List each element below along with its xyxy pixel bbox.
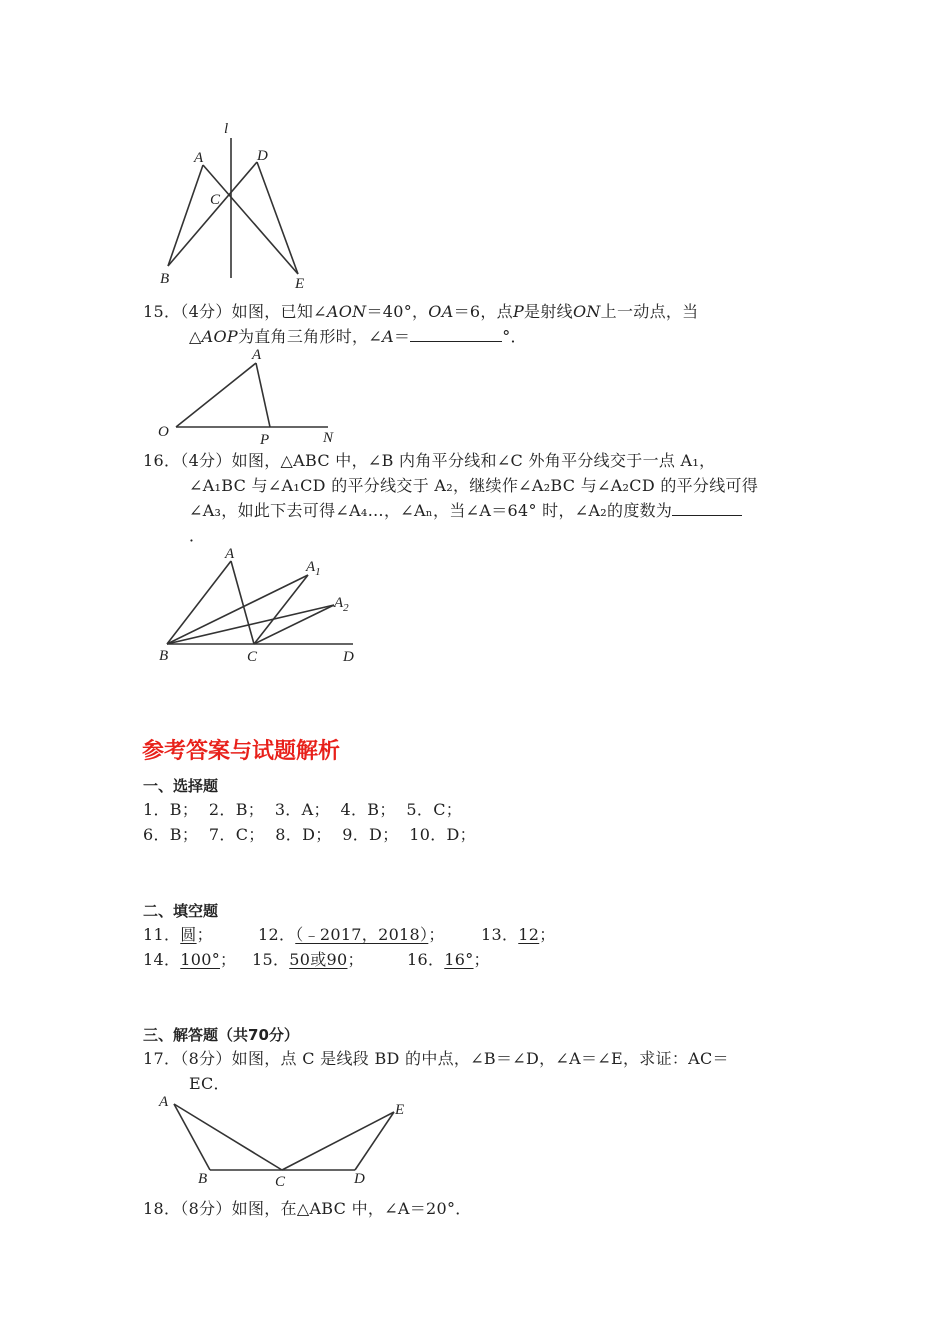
choice-row-1: 1．B； 2．B； 3．A； 4．B； 5．C；: [143, 800, 463, 819]
label-D: D: [343, 649, 354, 665]
fill-row-1: 11．圆；: [143, 925, 213, 944]
label-A2: $A_2$: [334, 595, 349, 614]
q16-number: 16．: [143, 451, 181, 470]
segment-CA2: [254, 605, 334, 644]
label-P: P: [260, 432, 270, 448]
label-C: C: [210, 192, 221, 208]
q16-line3: ∠A₃，如此下去可得∠A₄…，∠Aₙ，当∠A＝64° 时，∠A₂的度数为: [189, 501, 742, 521]
segment-AC: [174, 1104, 282, 1170]
fill-row-1b: 12．（﹣2017，2018）；: [258, 925, 445, 944]
fill-row-1c: 13．12；: [481, 925, 556, 944]
fill-row-2: 14．100°；: [143, 950, 237, 969]
label-B: B: [160, 271, 170, 287]
q16-line1: 16．（4分）如图，△ABC 中，∠B 内角平分线和∠C 外角平分线交于一点 A₁，: [143, 451, 716, 470]
segment-AB: [168, 165, 203, 266]
section-solve: 三、解答题（共70分）: [143, 1026, 299, 1044]
segment-OA: [176, 363, 256, 427]
answers-title: 参考答案与试题解析: [142, 739, 341, 764]
label-E: E: [395, 1102, 405, 1118]
q15-line2: △AOP为直角三角形时，∠A＝ °．: [189, 327, 527, 346]
q17-line1: 17．（8分）如图，点 C 是线段 BD 的中点，∠B＝∠D，∠A＝∠E，求证：AC＝: [143, 1049, 729, 1068]
segment-DB: [168, 162, 257, 266]
label-N: N: [323, 430, 334, 446]
fill-row-2b: 15．50或90；: [252, 950, 364, 969]
q16-line2: ∠A₁BC 与∠A₁CD 的平分线交于 A₂，继续作∠A₂BC 与∠A₂CD 的平分线可得: [189, 476, 759, 495]
label-A: A: [194, 150, 204, 166]
label-A: A: [225, 546, 235, 562]
section-choice: 一、选择题: [143, 777, 219, 795]
label-C: C: [247, 649, 258, 665]
answer-12: （﹣2017，2018）: [295, 925, 429, 944]
label-O: O: [158, 424, 169, 440]
figure-q17: [150, 1090, 420, 1190]
q16-line4: ．: [189, 526, 206, 545]
choice-row-2: 6．B； 7．C； 8．D； 9．D； 10．D；: [143, 825, 476, 844]
q18-number: 18．: [143, 1199, 181, 1218]
segment-DE: [355, 1112, 394, 1170]
q15-answer-blank: [410, 327, 502, 342]
answer-15: 50或90: [289, 950, 348, 969]
segment-AB: [174, 1104, 210, 1170]
label-l: l: [224, 121, 229, 137]
answer-16: 16°: [444, 950, 474, 969]
figure-q15: [150, 343, 350, 448]
segment-CE: [282, 1112, 394, 1170]
label-A: A: [252, 347, 262, 363]
segment-AP: [256, 363, 270, 427]
segment-CA1: [254, 575, 308, 644]
figure-q16: [150, 545, 370, 670]
fill-row-2c: 16．16°；: [407, 950, 490, 969]
segment-AE: [203, 165, 298, 274]
label-B: B: [159, 648, 169, 664]
label-E: E: [295, 276, 305, 292]
q18-line1: 18．（8分）如图，在△ABC 中，∠A＝20°．: [143, 1199, 472, 1218]
figure-q14: [150, 118, 320, 293]
segment-DE: [257, 162, 298, 274]
q17-number: 17．: [143, 1049, 181, 1068]
answer-13: 12: [518, 925, 540, 944]
label-A1: $A_1$: [306, 559, 321, 578]
label-D: D: [354, 1171, 365, 1187]
section-fill: 二、填空题: [143, 902, 219, 920]
label-B: B: [198, 1171, 208, 1187]
label-A: A: [159, 1094, 169, 1110]
q15-number: 15．: [143, 302, 181, 321]
q17-line2: EC．: [189, 1074, 230, 1093]
answer-14: 100°: [180, 950, 221, 969]
label-C: C: [275, 1174, 286, 1190]
label-D: D: [257, 148, 268, 164]
answer-11: 圆: [180, 925, 197, 944]
q15-line1: 15．（4分）如图，已知∠AON＝40°，OA＝6，点P是射线ON上一动点，当: [143, 302, 699, 321]
q16-answer-blank: [672, 501, 742, 516]
